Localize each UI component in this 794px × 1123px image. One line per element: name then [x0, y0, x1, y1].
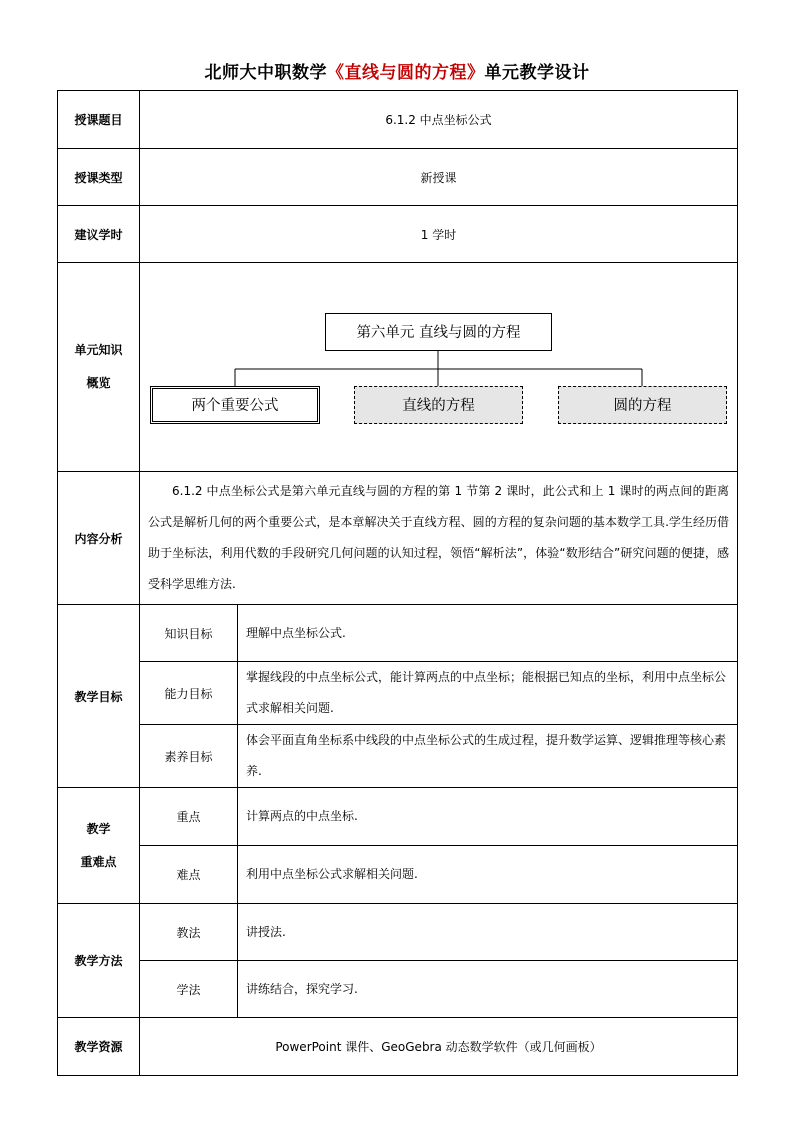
value-resources: PowerPoint 课件、GeoGebra 动态数学软件（或几何画板）: [140, 1018, 738, 1076]
page-title: [0, 58, 794, 83]
row-resources: [58, 1018, 738, 1076]
lesson-plan-table: [57, 90, 738, 1076]
title-suffix: 单元教学设计: [484, 63, 590, 83]
label-overview-line1: 单元知识: [74, 343, 123, 357]
tree-node-circle-equation: 圆的方程: [558, 386, 727, 424]
label-overview-line2: 概览: [86, 376, 111, 390]
tree-node-formulas: 两个重要公式: [150, 386, 320, 424]
analysis-text: 6.1.2 中点坐标公式是第六单元直线与圆的方程的第 1 节第 2 课时，此公式和上 1 课时的两点间的距离公式是解析几何的两个重要公式，是本章解决关于直线方程、圆的方程的复杂问题的基本数学工具.学生经历借助于坐标法，利用代数的手段研究几何问题的认知过程，领悟“解析法”，体验“数形结合”研究问题的便捷，感受科学思维方法.: [148, 484, 730, 591]
row-keypoint: [58, 788, 738, 846]
row-topic: [58, 91, 738, 149]
label-overview: [58, 263, 140, 472]
tree-connectors: [140, 264, 736, 471]
label-keypoints-line1: 教学: [86, 821, 111, 836]
value-topic: 6.1.2 中点坐标公式: [140, 91, 738, 149]
goal-name: 知识目标: [140, 605, 238, 662]
keypoint-name: 难点: [140, 846, 238, 904]
method-name: 学法: [140, 961, 238, 1018]
method-text: 讲练结合，探究学习.: [238, 961, 738, 1018]
label-goals: 教学目标: [58, 605, 140, 788]
row-method-teaching: [58, 904, 738, 961]
title-prefix: 北师大中职数学: [204, 63, 327, 83]
row-type: [58, 149, 738, 206]
keypoint-text: 计算两点的中点坐标.: [238, 788, 738, 846]
label-methods: 教学方法: [58, 904, 140, 1018]
value-analysis: [140, 472, 738, 605]
label-keypoints: [58, 788, 140, 904]
label-type: 授课类型: [58, 149, 140, 206]
value-hours: 1 学时: [140, 206, 738, 263]
row-hours: [58, 206, 738, 263]
label-hours: 建议学时: [58, 206, 140, 263]
row-analysis: [58, 472, 738, 605]
goal-name: 能力目标: [140, 662, 238, 725]
goal-name: 素养目标: [140, 725, 238, 788]
knowledge-tree-diagram: [140, 264, 736, 471]
method-text: 讲授法.: [238, 904, 738, 961]
label-resources: 教学资源: [58, 1018, 140, 1076]
row-goal-knowledge: [58, 605, 738, 662]
keypoint-text: 利用中点坐标公式求解相关问题.: [238, 846, 738, 904]
label-keypoints-line2: 重难点: [80, 854, 117, 869]
value-type: 新授课: [140, 149, 738, 206]
keypoint-name: 重点: [140, 788, 238, 846]
label-topic: 授课题目: [58, 91, 140, 149]
tree-node-line-equation: 直线的方程: [354, 386, 523, 424]
row-overview: [58, 263, 738, 472]
overview-diagram-cell: [140, 263, 738, 472]
goal-text: 理解中点坐标公式.: [238, 605, 738, 662]
label-analysis: 内容分析: [58, 472, 140, 605]
row-goal-literacy: [58, 725, 738, 788]
row-difficulty: [58, 846, 738, 904]
goal-text: 掌握线段的中点坐标公式，能计算两点的中点坐标；能根据已知点的坐标，利用中点坐标公式求解相关问题.: [238, 662, 738, 725]
tree-root-node: 第六单元 直线与圆的方程: [325, 313, 552, 351]
method-name: 教法: [140, 904, 238, 961]
row-goal-ability: [58, 662, 738, 725]
goal-text: 体会平面直角坐标系中线段的中点坐标公式的生成过程，提升数学运算、逻辑推理等核心素养.: [238, 725, 738, 788]
row-method-learning: [58, 961, 738, 1018]
title-highlight: 《直线与圆的方程》: [327, 63, 485, 83]
